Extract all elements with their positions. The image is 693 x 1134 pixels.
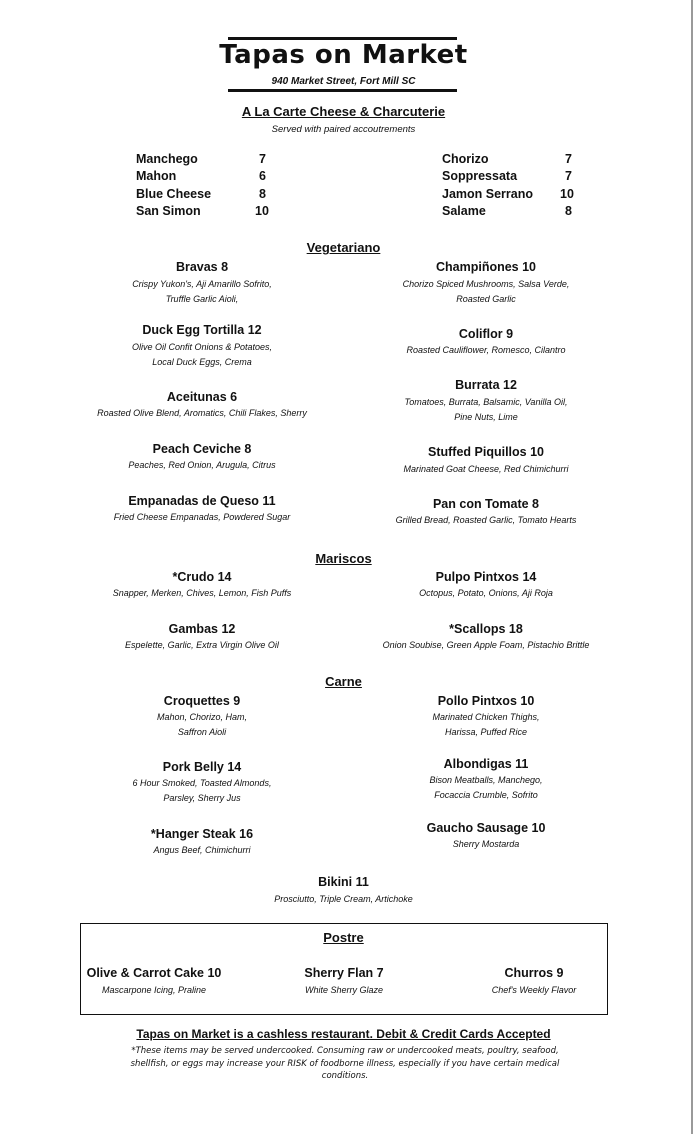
dish-description: Marinated Goat Cheese, Red Chimichurri (403, 464, 569, 474)
dish-description: Tomatoes, Burrata, Balsamic, Vanilla Oil, Pine Nuts, Lime (404, 397, 568, 422)
dish-title: Croquettes 9 (163, 694, 241, 708)
dish-title: Gambas 12 (168, 622, 236, 636)
charcuterie-name: Salame (442, 204, 486, 218)
charcuterie-price: 10 (560, 187, 574, 201)
dish-title: Aceitunas 6 (166, 390, 238, 404)
top-rule (228, 37, 457, 40)
dish-description: Olive Oil Confit Onions & Potatoes, Local Duck Eggs, Crema (131, 342, 273, 367)
dish-description: Roasted Olive Blend, Aromatics, Chili Flakes, Sherry (97, 408, 307, 418)
cheese-name: Blue Cheese (136, 187, 212, 201)
dish-description: Sherry Mostarda (452, 839, 520, 849)
charcuterie-price: 7 (565, 169, 572, 183)
dish-title: Albondigas 11 (443, 757, 529, 771)
cheese-price: 6 (259, 169, 266, 183)
dish-title: Bikini 11 (318, 875, 369, 889)
dish-title: Pan con Tomate 8 (432, 497, 540, 511)
dish-description: Chorizo Spiced Mushrooms, Salsa Verde, Roasted Garlic (402, 279, 570, 304)
dish-title: *Hanger Steak 16 (150, 827, 254, 841)
dish-description: Grilled Bread, Roasted Garlic, Tomato Hearts (395, 515, 577, 525)
cheese-name: San Simon (136, 204, 201, 218)
dish-description: Bison Meatballs, Manchego, Focaccia Crumble, Sofrito (429, 775, 543, 800)
dish-title: Gaucho Sausage 10 (426, 821, 546, 835)
restaurant-address: 940 Market Street, Fort Mill SC (271, 76, 416, 87)
dish-title: Pork Belly 14 (162, 760, 242, 774)
dessert-title: Olive & Carrot Cake 10 (86, 966, 222, 980)
mariscos-heading: Mariscos (315, 551, 372, 566)
dish-title: Duck Egg Tortilla 12 (142, 323, 262, 337)
charcuterie-name: Chorizo (442, 152, 489, 166)
charcuterie-name: Soppressata (442, 169, 518, 183)
dish-title: Bravas 8 (175, 260, 229, 274)
postre-heading: Postre (323, 930, 364, 945)
cheese-name: Mahon (136, 169, 177, 183)
dish-description: Angus Beef, Chimichurri (153, 845, 251, 855)
dessert-description: White Sherry Glaze (304, 985, 384, 995)
dish-title: Empanadas de Queso 11 (128, 494, 276, 508)
bottom-rule (228, 89, 457, 92)
dessert-description: Chef's Weekly Flavor (491, 985, 577, 995)
dish-title: Burrata 12 (455, 378, 517, 392)
dessert-title: Sherry Flan 7 (304, 966, 384, 980)
cashless-notice: Tapas on Market is a cashless restaurant. Debit & Credit Cards Accepted (136, 1027, 551, 1041)
dish-description: 6 Hour Smoked, Toasted Almonds, Parsley, Sherry Jus (132, 778, 272, 803)
cheese-subheading: Served with paired accoutrements (271, 124, 416, 135)
dish-description: Roasted Cauliflower, Romesco, Cilantro (406, 345, 566, 355)
dish-title: Champiñones 10 (435, 260, 537, 274)
dish-description: Crispy Yukon's, Aji Amarillo Sofrito, Truffle Garlic Aioli, (132, 279, 272, 304)
dish-title: Peach Ceviche 8 (152, 442, 252, 456)
vegetariano-heading: Vegetariano (306, 240, 381, 255)
dish-description: Prosciutto, Triple Cream, Artichoke (274, 894, 413, 904)
cheese-price: 8 (259, 187, 266, 201)
carne-heading: Carne (325, 674, 362, 689)
dish-title: Stuffed Piquillos 10 (428, 445, 544, 459)
dish-description: Espelette, Garlic, Extra Virgin Olive Oil (125, 640, 279, 650)
cheese-name: Manchego (136, 152, 198, 166)
dish-description: Marinated Chicken Thighs, Harissa, Puffed Rice (432, 712, 540, 737)
dish-title: *Scallops 18 (449, 622, 523, 636)
charcuterie-price: 8 (565, 204, 572, 218)
dish-title: Pollo Pintxos 10 (437, 694, 535, 708)
dish-title: Pulpo Pintxos 14 (435, 570, 537, 584)
dish-title: *Crudo 14 (172, 570, 232, 584)
dish-description: Snapper, Merken, Chives, Lemon, Fish Puffs (112, 588, 292, 598)
dessert-title: Churros 9 (504, 966, 564, 980)
charcuterie-price: 7 (565, 152, 572, 166)
cheese-price: 7 (259, 152, 266, 166)
dish-title: Coliflor 9 (458, 327, 514, 341)
charcuterie-name: Jamon Serrano (442, 187, 534, 201)
dessert-description: Mascarpone Icing, Praline (101, 985, 207, 995)
dish-description: Peaches, Red Onion, Arugula, Citrus (128, 460, 276, 470)
dish-description: Onion Soubise, Green Apple Foam, Pistachio Brittle (382, 640, 590, 650)
dish-description: Fried Cheese Empanadas, Powdered Sugar (113, 512, 291, 522)
restaurant-name: Tapas on Market (219, 40, 468, 70)
cheese-price: 10 (255, 204, 269, 218)
dish-description: Mahon, Chorizo, Ham, Saffron Aioli (156, 712, 248, 737)
cheese-heading: A La Carte Cheese & Charcuterie (241, 104, 446, 119)
undercooked-disclaimer: *These items may be served undercooked. Consuming raw or undercooked meats, poultry, seafood, shellfish, or eggs may increase your RISK of foodborne illness, especially if you have certain medical conditions. (130, 1046, 560, 1081)
dish-description: Octopus, Potato, Onions, Aji Roja (419, 588, 553, 598)
